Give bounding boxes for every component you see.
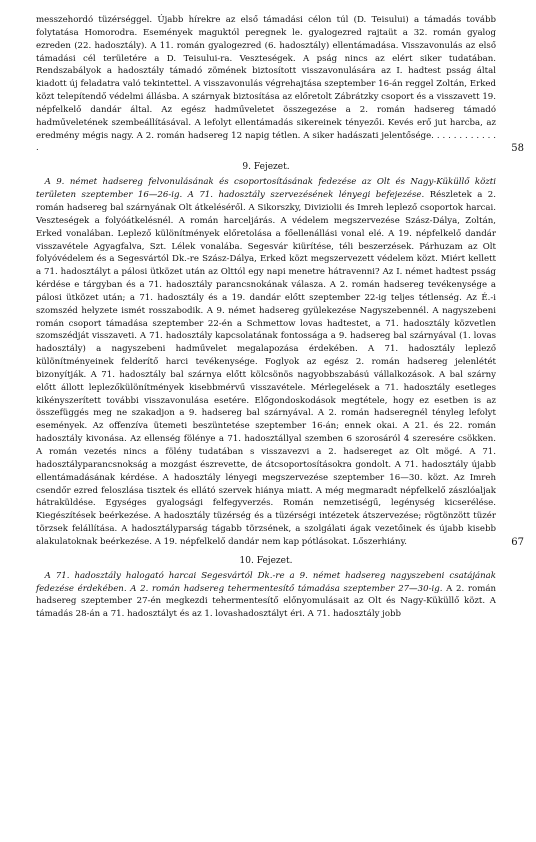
- chapter-10-body: A 2. román hadsereg szeptember 27-én megkezdi tehermentesítő előnyomulásait az Olt és Nagy-Küküllő közt. A támadás 28-án a 71. hadosztályt és az 1. lovashadosztályt éri. A 71. hadosztály jobb: [36, 583, 497, 620]
- chapter-10-block: [36, 570, 496, 621]
- chapter-9-body: Részletek a 2. román hadsereg bal szárnyának Olt átkeléséről. A Sikorszky, Diviziolii és Imreh leplező csoportok harcai. Veszteségek a folyóátkelésnél. A román harceljárás. A védelem megszervezése Szász-Dálya, Zoltán, Erked vonalában. Leplező különítmények előretolása a főellenállási vonal elé. A 19. népfelkelő dandár visszavétele Agyagfalva, Szt. Lélek vonalába. Segesvár kiürítése, téli beszerzések. Párhuzam az Olt folyóvédelem és a Segesvártól Dk.-re Szász-Dálya, Erked közt megszervezett védelem közt. Miért kellett a 71. hadosztályt a pálosi ütközet után az Olttól egy napi menetre hátravenni? Az I. német hadtest psság kérdése e tárgyban és a 71. hadosztály parancsnokának válasza. A 2. román hadsereg tevékenysége a pálosi ütközet után; a 71. hadosztály és a 19. dandár előtt szeptember 22-ig teljes tétlenség. Az É.-i szomszéd helyzete ismét rosszabodik. A 9. német hadsereg gyülekezése Nagyszebennél. A nagyszebeni román csoport támadása szeptember 22-én a Schmettow lovas hadtestet, a 71. hadosztály közvetlen szomszédját visszaveti. A 71. hadosztály kapcsolatának fontossága a 9. hadsereg bal szárnyával (1. lovas hadosztály) a nagyszebeni hadművelet megalapozása érdekében. A 71. hadosztály leplező különítményeinek felderítő harci tevékenysége. Foglyok az egész 2. román hadsereg jelenlétét bizonyítják. A 71. hadosztály bal szárnya előtt kölcsönös nagyobbszabású vállalkozások. A bal szárny előtt állott leplezőkülönítmények kisebbmérvű visszavétele. Mérlegelések a 71. hadosztály esetleges kikényszerített további visszavonulása esetére. Előgondoskodások megtétele, hogy ez esetben is az összefüggés meg ne szakadjon a 9. hadsereg bal szárnyával. A 2. román hadseregnél tényleg lefolyt események. Az offenzíva ütemeti beszüntetése szeptember 16-án; ennek okai. A 21. és 22. román hadosztály kivonása. Az ellenség fölénye a 71. hadosztállyal szemben 6 szorosáról 4 szeresére csökken. A román vezetés nincs a fölény tudatában s visszavezvi a 2. hadsereget az Olt mögé. A 71. hadosztályparancsnokság a mozgást észrevette, de átcsoportosításokra gondolt. A 71. hadosztály újabb ellentámadásának kérdése. A hadosztály lényegi megszervezése szeptember 16—30. közt. Az Imreh csendőr ezred feloszlása tisztek és ellátó szervek hiánya miatt. A még megmaradt népfelkelő zászlóaljak hátraküldése. Egységes gyalogsági felfegyverzés. Román nemzetiségű, legénység kicserélése. Kiegészítések beérkezése. A hadosztály tüzérség és a tüzérségi intézetek átszervezése; rögtönzött tüzér törzsek felállítása. A hadosztályparság tágabb törzsének, a szolgálati ágak vezetőinek és újabb kisebb alakulatoknak beérkezése. A 19. népfelkelő dandár nem kap pótlásokat. Lőszerhiány.: [36, 190, 496, 547]
- intro-block: [36, 14, 524, 155]
- chapter-9-summary: A 9. német hadsereg felvonulásának és csoportosításának fedezése az Olt és Nagy-Küküllő közti területen szeptember 16—26-ig. A 71. hadosztály szervezésének lényegi befejezése.: [36, 177, 496, 201]
- chapter-9-block: [36, 176, 524, 548]
- chapter-9-paragraph: [36, 176, 496, 548]
- chapter-10-summary: A 71. hadosztály halogató harcai Segesvártól Dk.-re a 9. német hadsereg nagyszebeni csatájának fedezése érdekében. A 2. román hadsereg tehermentesítő támadása szeptember 27—30-ig.: [36, 570, 496, 594]
- page-reference-58: 58: [511, 143, 524, 155]
- page-reference-67: 67: [511, 536, 524, 548]
- chapter-10-paragraph: [36, 570, 496, 621]
- chapter-9-heading: 9. Fejezet.: [242, 162, 290, 173]
- intro-paragraph: messzehordó tüzérséggel. Újabb hírekre az első támadási célon túl (D. Teisului) a támadás tovább folytatása Homorodra. Események maguktól peregnek le. gyalogezred rajtaüt a 32. román gyalog ezreden (22. hadosztály). A 11. román gyalogezred (6. hadosztály) ellentámadása. Visszavonulás az első támadási cél területére a D. Teisului-ra. Veszteségek. A pság nincs az elért siker tudatában. Rendszabályok a hadosztály támadó zömének biztosított visszavonulására az I. hadtest psság által kiadott új feladatra való tekintettel. A visszavonulás végrehajtása szeptember 16-án reggel Zoltán, Erked közt telepítendő védelmi állásba. A szárnyak biztosítása az előretolt Zábrátzky csoport és a visszavett 19. népfelkelő dandár által. Az egész hadműveletet összegezése a 2. román hadsereg támadó hadműveletének szembeállításával. A lefolyt ellentámadás sikereinek tényezői. Kevés erő jut harcba, az eredmény mégis nagy. A 2. román hadsereg 12 napig tétlen. A siker hadászati jelentősége. . . . . . . . . . . . .: [36, 15, 496, 154]
- chapter-10-heading: 10. Fejezet.: [239, 555, 293, 566]
